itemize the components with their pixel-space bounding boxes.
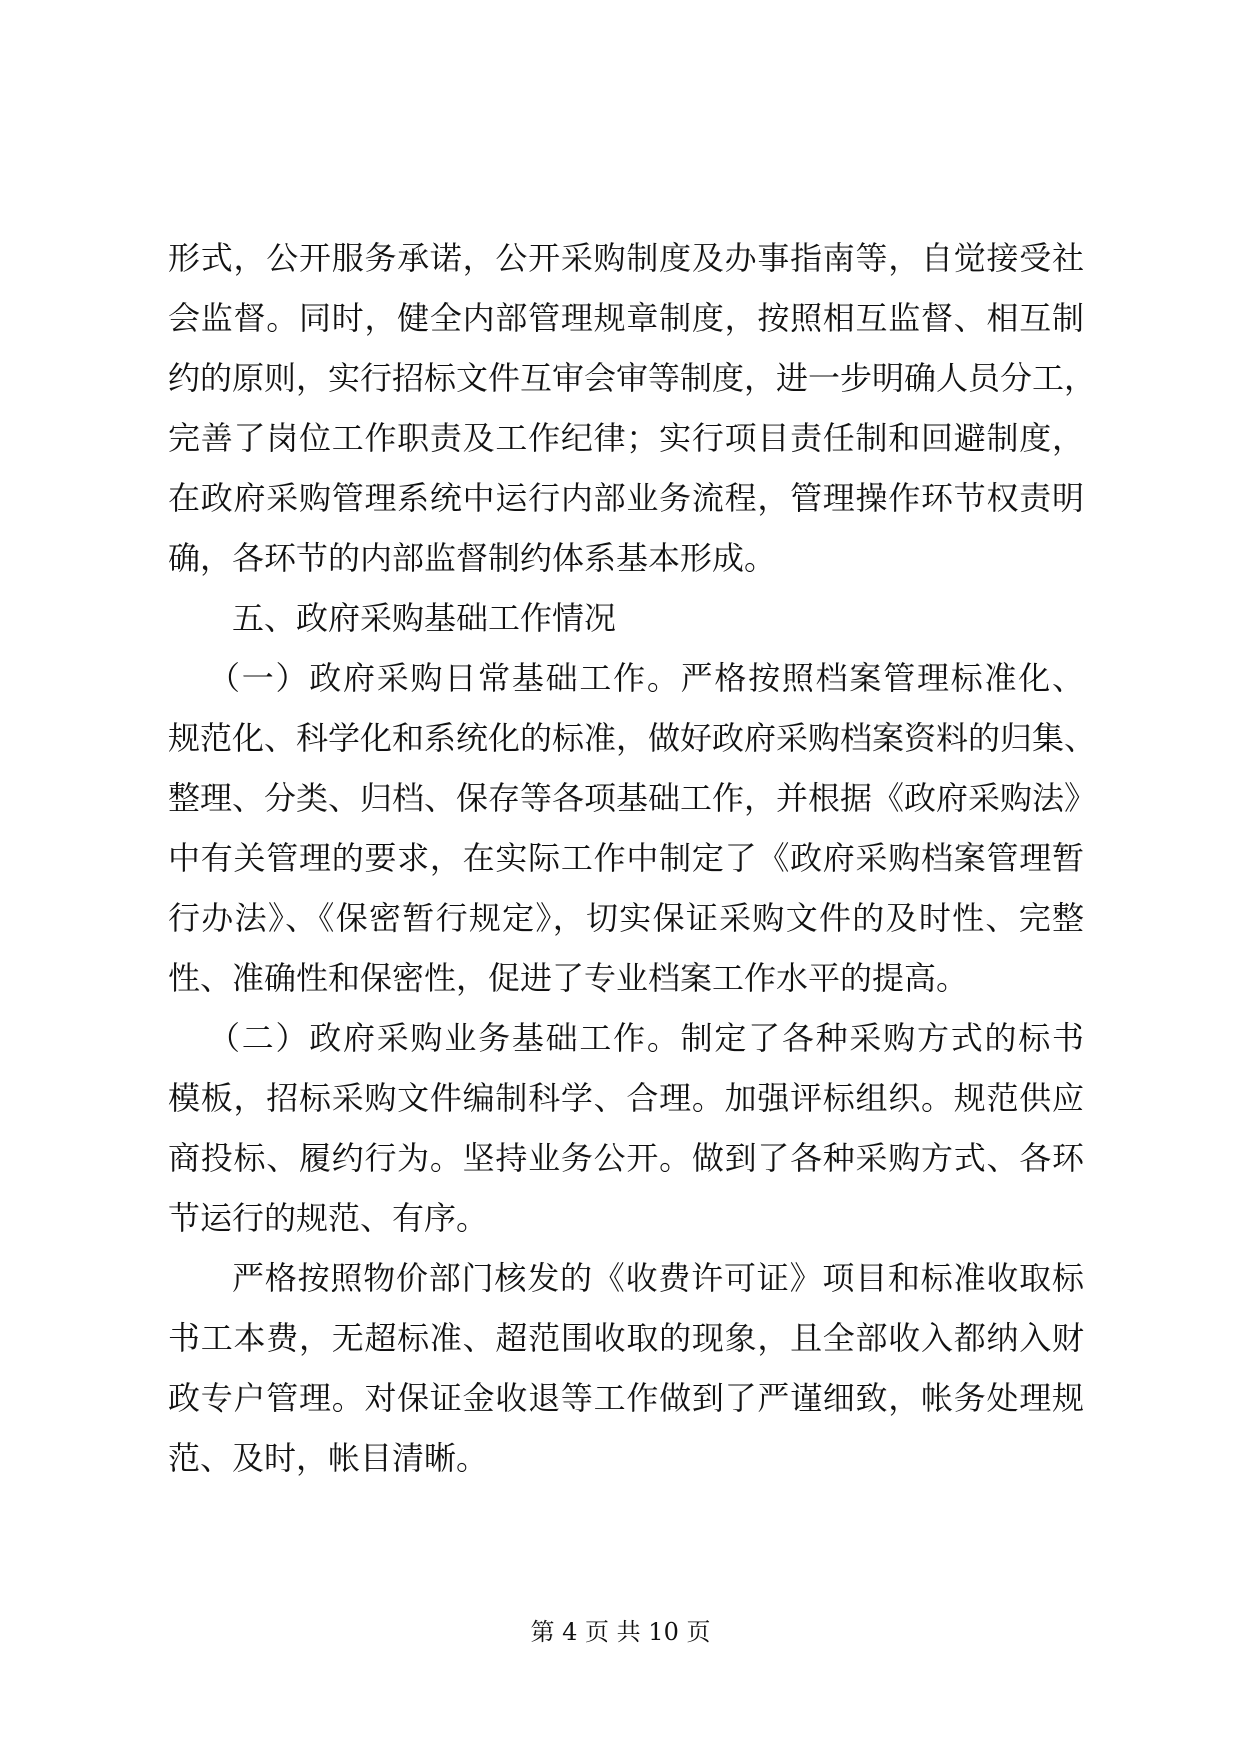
- text-line: （一）政府采购日常基础工作。严格按照档案管理标准化、: [208, 659, 1084, 697]
- section-heading: [168, 588, 1084, 648]
- paragraph-daily-basic-work: [168, 648, 1097, 1008]
- text-line: 商投标、履约行为。坚持业务公开。做到了各种采购方式、各环: [168, 1139, 1084, 1177]
- text-line: 模板，招标采购文件编制科学、合理。加强评标组织。规范供应: [168, 1079, 1084, 1117]
- text-line: 规范化、科学化和系统化的标准，做好政府采购档案资料的归集、: [168, 719, 1097, 757]
- text-line: （二）政府采购业务基础工作。制定了各种采购方式的标书: [208, 1019, 1084, 1057]
- text-line: 约的原则，实行招标文件互审会审等制度，进一步明确人员分工，: [168, 359, 1097, 397]
- text-line: 完善了岗位工作职责及工作纪律；实行项目责任制和回避制度，: [168, 419, 1084, 457]
- paragraph-business-basic-work: [168, 1008, 1084, 1248]
- text-line: 中有关管理的要求，在实际工作中制定了《政府采购档案管理暂: [168, 839, 1084, 877]
- text-line: 严格按照物价部门核发的《收费许可证》项目和标准收取标: [232, 1259, 1084, 1297]
- text-line: 形式，公开服务承诺，公开采购制度及办事指南等，自觉接受社: [168, 239, 1084, 277]
- paragraph-fees: [168, 1248, 1084, 1488]
- page-footer: [0, 1612, 1241, 1647]
- text-line: 书工本费，无超标准、超范围收取的现象，且全部收入都纳入财: [168, 1319, 1084, 1357]
- text-line: 整理、分类、归档、保存等各项基础工作，并根据《政府采购法》: [168, 779, 1097, 817]
- text-line: 性、准确性和保密性，促进了专业档案工作水平的提高。: [168, 959, 969, 997]
- text-line: 确，各环节的内部监督制约体系基本形成。: [168, 539, 777, 577]
- page-number: 第 4 页 共 10 页: [530, 1618, 711, 1646]
- document-body: [168, 228, 1097, 1488]
- text-line: 会监督。同时，健全内部管理规章制度，按照相互监督、相互制: [168, 299, 1084, 337]
- text-line: 行办法》、《保密暂行规定》，切实保证采购文件的及时性、完整: [168, 899, 1084, 937]
- text-line: 范、及时，帐目清晰。: [168, 1439, 489, 1477]
- paragraph-disclosure: [168, 228, 1097, 588]
- text-line: 政专户管理。对保证金收退等工作做到了严谨细致，帐务处理规: [168, 1379, 1084, 1417]
- section-title: 五、政府采购基础工作情况: [232, 599, 617, 637]
- text-line: 在政府采购管理系统中运行内部业务流程，管理操作环节权责明: [168, 479, 1084, 517]
- text-line: 节运行的规范、有序。: [168, 1199, 489, 1237]
